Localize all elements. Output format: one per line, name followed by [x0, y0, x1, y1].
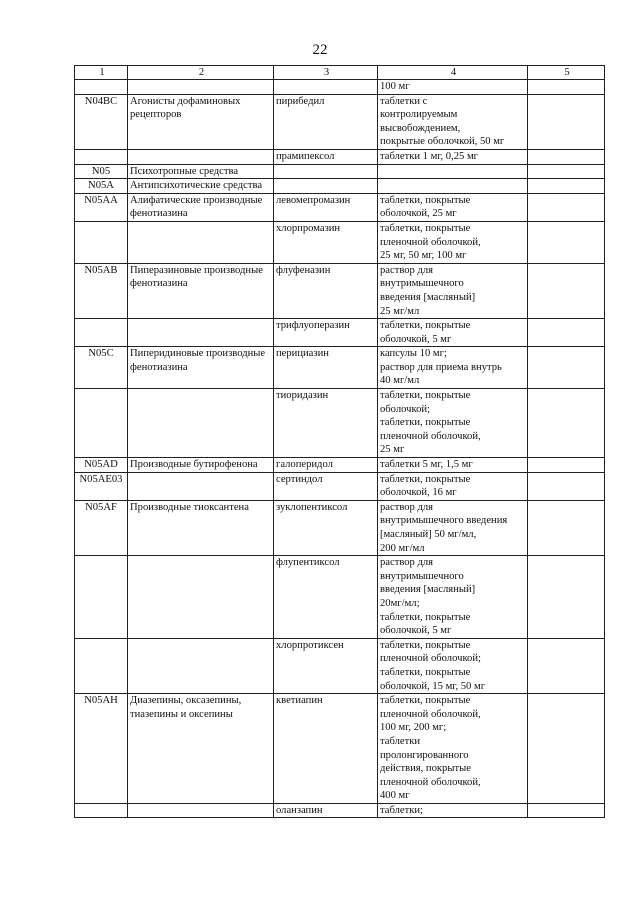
atc-code-cell: N05AA	[75, 193, 128, 221]
group-name-cell: Пиперазиновые производные фенотиазина	[128, 263, 274, 318]
table-row	[75, 638, 605, 693]
drug-name-cell: флупентиксол	[274, 556, 378, 639]
group-name-cell	[128, 638, 274, 693]
atc-code-cell	[75, 319, 128, 347]
dosage-form-cell: таблетки, покрытые пленочной оболочкой; таблетки, покрытые оболочкой, 15 мг, 50 мг	[378, 638, 528, 693]
table-row	[75, 694, 605, 804]
drug-name-cell	[274, 80, 378, 95]
group-name-cell: Пиперидиновые производные фенотиазина	[128, 347, 274, 389]
group-name-cell: Производные тиоксантена	[128, 500, 274, 555]
table-row	[75, 263, 605, 318]
drug-name-cell: перициазин	[274, 347, 378, 389]
page-number: 22	[312, 42, 328, 58]
note-cell	[528, 694, 605, 804]
atc-code-cell: N05C	[75, 347, 128, 389]
dosage-form-cell: таблетки, покрытые оболочкой, 16 мг	[378, 472, 528, 500]
drug-name-cell	[274, 164, 378, 179]
drug-name-cell: оланзапин	[274, 803, 378, 818]
group-name-cell: Производные бутирофенона	[128, 458, 274, 473]
note-cell	[528, 319, 605, 347]
group-name-cell	[128, 556, 274, 639]
drug-name-cell: трифлуоперазин	[274, 319, 378, 347]
table-header-row	[75, 66, 605, 80]
note-cell	[528, 221, 605, 263]
drug-name-cell: сертиндол	[274, 472, 378, 500]
dosage-form-cell: раствор для внутримышечного введения [масляный] 25 мг/мл	[378, 263, 528, 318]
drug-name-cell: прамипексол	[274, 149, 378, 164]
note-cell	[528, 556, 605, 639]
table-row	[75, 179, 605, 194]
group-name-cell	[128, 149, 274, 164]
dosage-form-cell: таблетки, покрытые оболочкой, 5 мг	[378, 319, 528, 347]
group-name-cell	[128, 319, 274, 347]
table-row	[75, 389, 605, 458]
group-name-cell: Психотропные средства	[128, 164, 274, 179]
note-cell	[528, 149, 605, 164]
table-row	[75, 94, 605, 149]
table-row	[75, 500, 605, 555]
drug-name-cell: кветиапин	[274, 694, 378, 804]
atc-code-cell	[75, 149, 128, 164]
note-cell	[528, 94, 605, 149]
group-name-cell: Агонисты дофаминовых рецепторов	[128, 94, 274, 149]
dosage-form-cell	[378, 164, 528, 179]
group-name-cell	[128, 472, 274, 500]
table-row	[75, 193, 605, 221]
note-cell	[528, 347, 605, 389]
atc-code-cell	[75, 221, 128, 263]
drug-name-cell: зуклопентиксол	[274, 500, 378, 555]
dosage-form-cell: капсулы 10 мг; раствор для приема внутрь 40 мг/мл	[378, 347, 528, 389]
drug-name-cell: тиоридазин	[274, 389, 378, 458]
drug-name-cell: пирибедил	[274, 94, 378, 149]
dosage-form-cell: таблетки, покрытые оболочкой; таблетки, покрытые пленочной оболочкой, 25 мг	[378, 389, 528, 458]
drug-name-cell: флуфеназин	[274, 263, 378, 318]
note-cell	[528, 389, 605, 458]
atc-code-cell	[75, 803, 128, 818]
table-row	[75, 164, 605, 179]
group-name-cell: Антипсихотические средства	[128, 179, 274, 194]
drug-name-cell: левомепромазин	[274, 193, 378, 221]
table-row	[75, 803, 605, 818]
atc-code-cell: N05	[75, 164, 128, 179]
note-cell	[528, 179, 605, 194]
table-row	[75, 458, 605, 473]
column-header-5: 5	[528, 66, 605, 80]
note-cell	[528, 263, 605, 318]
drug-name-cell: галоперидол	[274, 458, 378, 473]
atc-code-cell: N05AH	[75, 694, 128, 804]
atc-code-cell	[75, 389, 128, 458]
dosage-form-cell: раствор для внутримышечного введения [масляный] 20мг/мл; таблетки, покрытые оболочкой, 5 мг	[378, 556, 528, 639]
dosage-form-cell: таблетки, покрытые оболочкой, 25 мг	[378, 193, 528, 221]
dosage-form-cell: таблетки 5 мг, 1,5 мг	[378, 458, 528, 473]
note-cell	[528, 80, 605, 95]
column-header-2: 2	[128, 66, 274, 80]
atc-code-cell	[75, 80, 128, 95]
table-row	[75, 472, 605, 500]
drug-name-cell	[274, 179, 378, 194]
drug-list-table	[74, 65, 605, 818]
drug-name-cell: хлорпротиксен	[274, 638, 378, 693]
dosage-form-cell: раствор для внутримышечного введения [масляный] 50 мг/мл, 200 мг/мл	[378, 500, 528, 555]
dosage-form-cell	[378, 179, 528, 194]
column-header-4: 4	[378, 66, 528, 80]
table-row	[75, 319, 605, 347]
column-header-3: 3	[274, 66, 378, 80]
atc-code-cell: N05AB	[75, 263, 128, 318]
table-row	[75, 556, 605, 639]
atc-code-cell: N04BC	[75, 94, 128, 149]
dosage-form-cell: таблетки, покрытые пленочной оболочкой, 25 мг, 50 мг, 100 мг	[378, 221, 528, 263]
group-name-cell	[128, 803, 274, 818]
atc-code-cell: N05A	[75, 179, 128, 194]
group-name-cell: Диазепины, оксазепины, тиазепины и оксепины	[128, 694, 274, 804]
note-cell	[528, 638, 605, 693]
dosage-form-cell: 100 мг	[378, 80, 528, 95]
table-row	[75, 80, 605, 95]
atc-code-cell	[75, 638, 128, 693]
dosage-form-cell: таблетки;	[378, 803, 528, 818]
dosage-form-cell: таблетки 1 мг, 0,25 мг	[378, 149, 528, 164]
group-name-cell	[128, 221, 274, 263]
note-cell	[528, 803, 605, 818]
atc-code-cell: N05AD	[75, 458, 128, 473]
table-body	[75, 80, 605, 818]
dosage-form-cell: таблетки, покрытые пленочной оболочкой, 100 мг, 200 мг; таблетки пролонгированного действия, покрытые пленочной оболочкой, 400 мг	[378, 694, 528, 804]
table-row	[75, 221, 605, 263]
atc-code-cell: N05AE03	[75, 472, 128, 500]
group-name-cell: Алифатические производные фенотиазина	[128, 193, 274, 221]
dosage-form-cell: таблетки с контролируемым высвобождением, покрытые оболочкой, 50 мг	[378, 94, 528, 149]
column-header-1: 1	[75, 66, 128, 80]
note-cell	[528, 500, 605, 555]
note-cell	[528, 164, 605, 179]
group-name-cell	[128, 389, 274, 458]
atc-code-cell	[75, 556, 128, 639]
note-cell	[528, 472, 605, 500]
table-row	[75, 149, 605, 164]
table-row	[75, 347, 605, 389]
drug-name-cell: хлорпромазин	[274, 221, 378, 263]
note-cell	[528, 193, 605, 221]
atc-code-cell: N05AF	[75, 500, 128, 555]
note-cell	[528, 458, 605, 473]
group-name-cell	[128, 80, 274, 95]
